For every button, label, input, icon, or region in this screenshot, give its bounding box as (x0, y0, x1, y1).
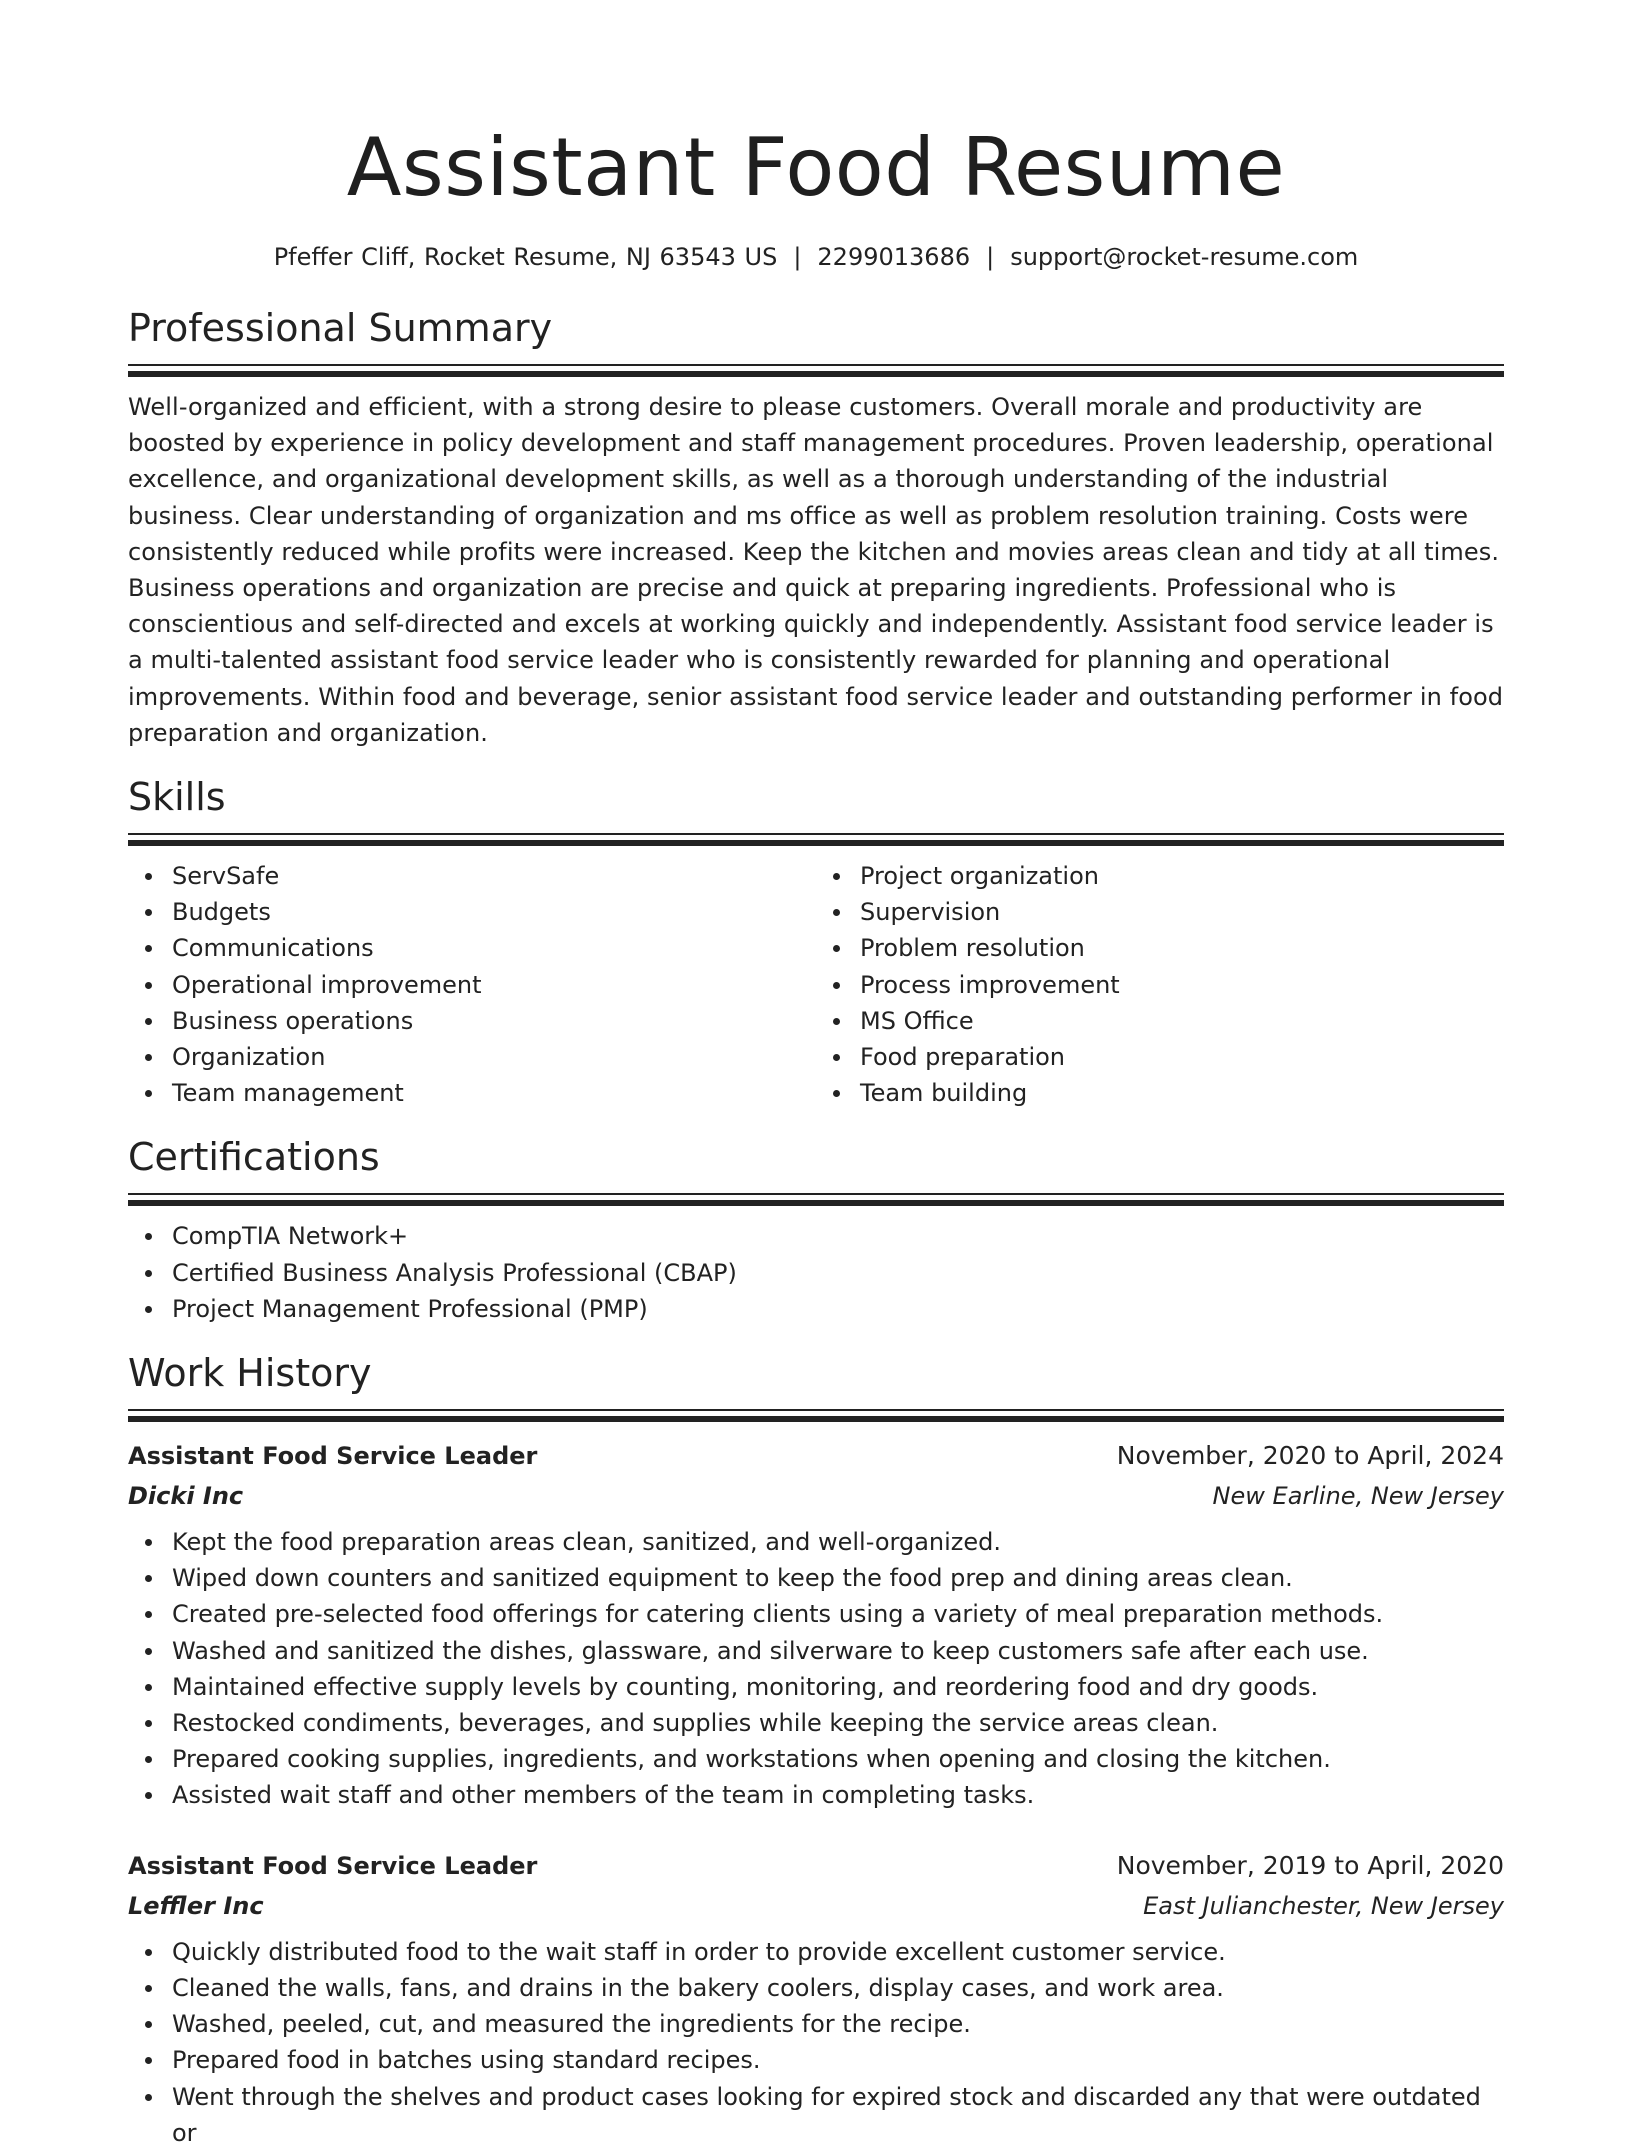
section-title-work-history: Work History (128, 1351, 372, 1396)
contact-separator: | (793, 243, 802, 271)
skill-item: Communications (128, 930, 816, 966)
job-subheader (128, 1476, 1504, 1516)
job-bullet: Prepared food in batches using standard recipes. (128, 2042, 1504, 2078)
skill-item: Operational improvement (128, 967, 816, 1003)
section-rule-thick (128, 1200, 1504, 1206)
job-bullet-list (128, 1524, 1504, 1814)
job-bullet: Went through the shelves and product cases looking for expired stock and discarded any that were outdated or (128, 2079, 1504, 2151)
job-subheader (128, 1886, 1504, 1926)
job-entry (128, 1846, 1504, 2151)
skills-list-right (816, 858, 1504, 1111)
job-title: Assistant Food Service Leader (128, 1442, 538, 1471)
job-bullet: Restocked condiments, beverages, and supplies while keeping the service areas clean. (128, 1705, 1504, 1741)
section-rule (128, 1409, 1504, 1411)
job-entry (128, 1436, 1504, 1814)
skill-item: Organization (128, 1039, 816, 1075)
section-rule (128, 1193, 1504, 1195)
skills-section (128, 771, 1504, 1111)
summary-text: Well-organized and efficient, with a strong desire to please customers. Overall morale and productivity are boosted by experience in policy development and staff management procedures. Proven leadership, operational excellence, and organizational development skills, as well as a thorough understanding of the industrial business. Clear understanding of organization and ms office as well as problem resolution training. Costs were consistently reduced while profits were increased. Keep the kitchen and movies areas clean and tidy at all times. Business operations and organization are precise and quick at preparing ingredients. Professional who is conscientious and self-directed and excels at working quickly and independently. Assistant food service leader is a multi-talented assistant food service leader who is consistently rewarded for planning and operational improvements. Within food and beverage, senior assistant food service leader and outstanding performer in food preparation and organization. (128, 393, 1504, 747)
section-rule-thick (128, 840, 1504, 846)
section-title-certifications: Certifications (128, 1135, 380, 1180)
skill-item: Project organization (816, 858, 1504, 894)
skill-item: Budgets (128, 894, 816, 930)
skill-item: Team management (128, 1075, 816, 1111)
contact-email[interactable]: support@rocket-resume.com (1010, 243, 1359, 271)
skills-list-left (128, 858, 816, 1111)
contact-line (128, 240, 1504, 274)
section-rule-thick (128, 1416, 1504, 1422)
skill-item: Food preparation (816, 1039, 1504, 1075)
job-bullet: Created pre-selected food offerings for catering clients using a variety of meal preparation methods. (128, 1596, 1504, 1632)
job-bullet: Prepared cooking supplies, ingredients, and workstations when opening and closing the kitchen. (128, 1741, 1504, 1777)
job-title: Assistant Food Service Leader (128, 1851, 538, 1880)
skill-item: Team building (816, 1075, 1504, 1111)
job-bullet: Washed and sanitized the dishes, glassware, and silverware to keep customers safe after each use. (128, 1633, 1504, 1669)
section-title-skills: Skills (128, 775, 226, 820)
resume-title: Assistant Food Resume (346, 121, 1286, 214)
section-rule (128, 364, 1504, 366)
job-dates: November, 2019 to April, 2020 (1116, 1850, 1504, 1880)
job-bullet: Maintained effective supply levels by counting, monitoring, and reordering food and dry goods. (128, 1669, 1504, 1705)
job-bullet-list (128, 1934, 1504, 2151)
skill-item: Business operations (128, 1003, 816, 1039)
section-rule-thick (128, 371, 1504, 377)
skills-columns (128, 858, 1504, 1111)
job-location: New Earline, New Jersey (1212, 1482, 1504, 1511)
contact-phone: 2299013686 (817, 243, 971, 271)
certification-item: Project Management Professional (PMP) (128, 1291, 1504, 1327)
contact-address: Pfeffer Cliff, Rocket Resume, NJ 63543 US (273, 243, 778, 271)
section-rule (128, 833, 1504, 835)
certification-item: CompTIA Network+ (128, 1218, 1504, 1254)
job-bullet: Washed, peeled, cut, and measured the ingredients for the recipe. (128, 2006, 1504, 2042)
work-history-section (128, 1347, 1504, 2151)
job-dates: November, 2020 to April, 2024 (1116, 1441, 1504, 1471)
job-header (128, 1436, 1504, 1476)
job-company: Dicki Inc (128, 1482, 244, 1511)
skill-item: Process improvement (816, 967, 1504, 1003)
job-header (128, 1846, 1504, 1886)
job-bullet: Wiped down counters and sanitized equipment to keep the food prep and dining areas clean. (128, 1560, 1504, 1596)
job-bullet: Assisted wait staff and other members of the team in completing tasks. (128, 1777, 1504, 1813)
job-company: Leffler Inc (128, 1891, 264, 1920)
resume-content (128, 112, 1504, 2151)
skill-item: Problem resolution (816, 930, 1504, 966)
job-bullet: Quickly distributed food to the wait staff in order to provide excellent customer service. (128, 1934, 1504, 1970)
job-location: East Julianchester, New Jersey (1143, 1891, 1504, 1920)
certifications-section (128, 1131, 1504, 1327)
job-bullet: Cleaned the walls, fans, and drains in the bakery coolers, display cases, and work area. (128, 1970, 1504, 2006)
certifications-list (128, 1218, 1504, 1327)
summary-section (128, 302, 1504, 751)
certification-item: Certified Business Analysis Professional (CBAP) (128, 1255, 1504, 1291)
skill-item: ServSafe (128, 858, 816, 894)
job-bullet: Kept the food preparation areas clean, sanitized, and well-organized. (128, 1524, 1504, 1560)
section-title-summary: Professional Summary (128, 306, 553, 350)
skill-item: MS Office (816, 1003, 1504, 1039)
skill-item: Supervision (816, 894, 1504, 930)
contact-separator: | (986, 243, 995, 271)
